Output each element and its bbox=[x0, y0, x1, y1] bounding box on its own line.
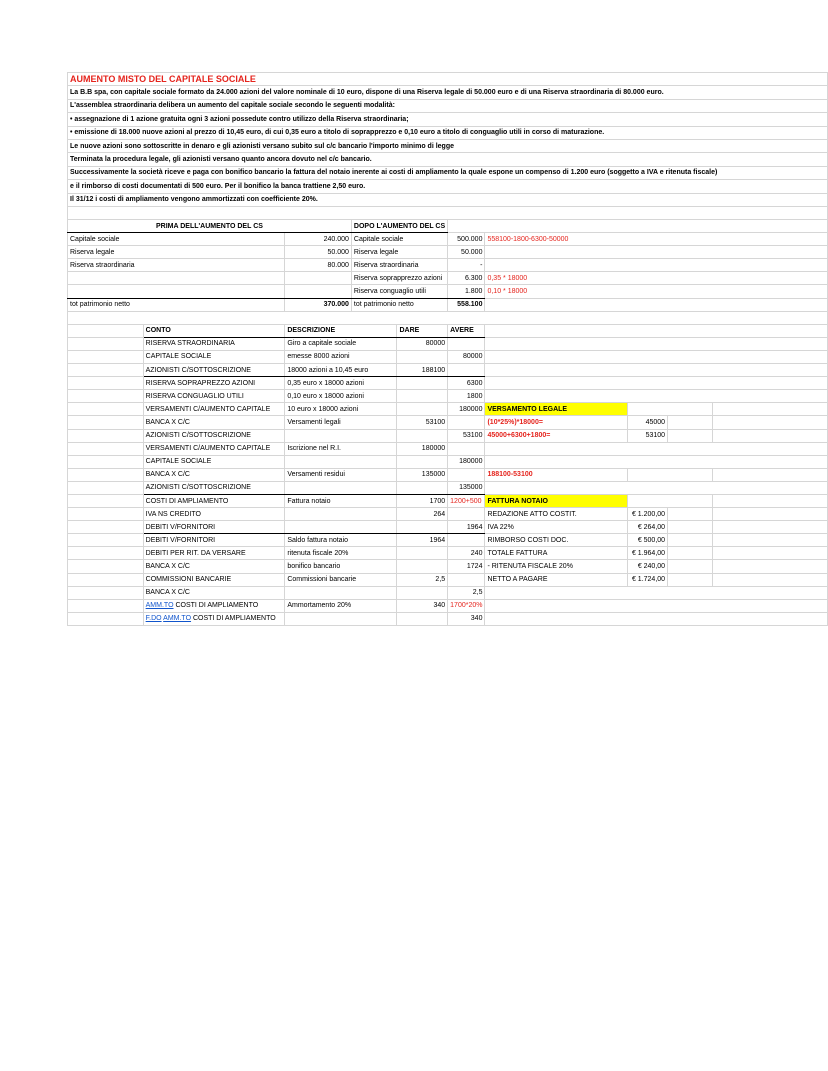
side-cell[interactable]: 45000 bbox=[628, 416, 668, 429]
conto-text: RISERVA CONGUAGLIO UTILI bbox=[145, 392, 244, 400]
conto-text: CAPITALE SOCIALE bbox=[145, 458, 212, 466]
avere-cell[interactable] bbox=[448, 455, 485, 468]
journal-row bbox=[68, 573, 828, 586]
before-value[interactable] bbox=[285, 272, 352, 285]
total-after-value[interactable]: 558.100 bbox=[448, 298, 485, 311]
before-value[interactable] bbox=[285, 285, 352, 298]
journal-row bbox=[68, 508, 828, 521]
avere-value: 1800 bbox=[466, 392, 483, 400]
journal-row bbox=[68, 560, 828, 573]
conto-text: AZIONISTI C/SOTTOSCRIZIONE bbox=[145, 484, 251, 492]
journal-row bbox=[68, 547, 828, 560]
conto-text: VERSAMENTI C/AUMENTO CAPITALE bbox=[145, 405, 271, 413]
empty-cell[interactable] bbox=[668, 560, 713, 573]
conto-text: RISERVA STRAORDINARIA bbox=[145, 340, 235, 348]
empty-cell[interactable] bbox=[713, 429, 828, 442]
conto-text: COMMISSIONI BANCARIE bbox=[145, 576, 232, 584]
avere-cell[interactable] bbox=[448, 429, 485, 442]
fattura-label[interactable]: TOTALE FATTURA bbox=[485, 547, 628, 560]
avere-cell[interactable] bbox=[448, 494, 485, 507]
empty-cell[interactable] bbox=[68, 364, 144, 377]
empty-cell[interactable] bbox=[485, 350, 828, 363]
col-conto[interactable]: CONTO bbox=[143, 324, 285, 337]
conto-text: BANCA X C/C bbox=[145, 562, 190, 570]
avere-cell[interactable] bbox=[448, 337, 485, 350]
conto-cell[interactable] bbox=[143, 377, 285, 390]
dare-cell[interactable]: 2,5 bbox=[397, 573, 448, 586]
avere-cell[interactable] bbox=[448, 350, 485, 363]
journal-row bbox=[68, 468, 828, 481]
empty-cell[interactable] bbox=[68, 586, 144, 599]
descrizione-cell[interactable] bbox=[285, 429, 397, 442]
empty-cell[interactable] bbox=[485, 298, 828, 311]
balance-row bbox=[68, 272, 828, 285]
empty-cell[interactable] bbox=[68, 455, 144, 468]
conto-text: IVA NS CREDITO bbox=[145, 510, 202, 518]
balance-total-row bbox=[68, 298, 828, 311]
descrizione-cell[interactable]: Versamenti legali bbox=[285, 416, 397, 429]
empty-cell[interactable] bbox=[68, 416, 144, 429]
conto-cell[interactable] bbox=[143, 350, 285, 363]
avere-cell[interactable] bbox=[448, 599, 485, 612]
avere-cell[interactable] bbox=[448, 390, 485, 403]
empty-cell[interactable] bbox=[485, 390, 828, 403]
after-value[interactable]: 50.000 bbox=[448, 246, 485, 259]
journal-row bbox=[68, 442, 828, 455]
empty-cell[interactable] bbox=[448, 220, 828, 233]
descrizione-cell[interactable] bbox=[285, 481, 397, 494]
descrizione-cell[interactable]: Commissioni bancarie bbox=[285, 573, 397, 586]
descrizione-cell[interactable]: Fattura notaio bbox=[285, 494, 397, 507]
conto-text: BANCA X C/C bbox=[145, 589, 190, 597]
descrizione-cell[interactable]: bonifico bancario bbox=[285, 560, 397, 573]
conto-text: BANCA X C/C bbox=[145, 418, 190, 426]
conto-text: COSTI DI AMPLIAMENTO bbox=[191, 615, 276, 623]
dare-cell[interactable] bbox=[397, 560, 448, 573]
empty-cell[interactable] bbox=[713, 508, 828, 521]
conto-text: DEBITI PER RIT. DA VERSARE bbox=[145, 549, 246, 557]
after-value[interactable]: 6.300 bbox=[448, 272, 485, 285]
empty-cell[interactable] bbox=[68, 612, 144, 625]
avere-value: 240 bbox=[470, 549, 483, 557]
empty-cell[interactable] bbox=[713, 534, 828, 547]
conto-cell[interactable] bbox=[143, 416, 285, 429]
conto-cell[interactable] bbox=[143, 455, 285, 468]
journal-row bbox=[68, 390, 828, 403]
empty-cell[interactable] bbox=[668, 508, 713, 521]
journal-row bbox=[68, 612, 828, 625]
dare-cell[interactable]: 1700 bbox=[397, 494, 448, 507]
intro-line[interactable]: Successivamente la società riceve e paga con bonifico bancario la fattura del notaio inerente ai costi di ampliamento la quale espone un compenso di 1.200 euro (soggetto a IVA e ritenuta fiscale) bbox=[68, 166, 828, 179]
avere-cell[interactable] bbox=[448, 586, 485, 599]
intro-line[interactable]: Le nuove azioni sono sottoscritte in denaro e gli azionisti versano subito sul c/c bancario l'importo minimo di legge bbox=[68, 139, 828, 152]
side-cell[interactable]: 45000+6300+1800= bbox=[485, 429, 628, 442]
empty-cell[interactable] bbox=[713, 468, 828, 481]
col-descrizione[interactable]: DESCRIZIONE bbox=[285, 324, 397, 337]
empty-cell[interactable] bbox=[628, 403, 713, 416]
dare-cell[interactable] bbox=[397, 350, 448, 363]
conto-text: AZIONISTI C/SOTTOSCRIZIONE bbox=[145, 432, 251, 440]
col-dare[interactable]: DARE bbox=[397, 324, 448, 337]
avere-value: 53100 bbox=[463, 432, 483, 440]
empty-cell[interactable] bbox=[713, 573, 828, 586]
conto-cell[interactable] bbox=[143, 508, 285, 521]
empty-cell[interactable] bbox=[68, 560, 144, 573]
journal-row bbox=[68, 429, 828, 442]
formula-note: 1700*20% bbox=[450, 602, 483, 610]
empty-cell[interactable] bbox=[68, 521, 144, 534]
conto-text: COSTI DI AMPLIAMENTO bbox=[145, 497, 229, 505]
journal-row bbox=[68, 403, 828, 416]
after-label[interactable]: Riserva conguaglio utili bbox=[351, 285, 447, 298]
balance-header-after[interactable]: DOPO L'AUMENTO DEL CS bbox=[351, 220, 447, 233]
conto-cell[interactable] bbox=[143, 494, 285, 507]
avere-cell[interactable] bbox=[448, 364, 485, 377]
dare-cell[interactable] bbox=[397, 481, 448, 494]
conto-link[interactable]: AMM.TO bbox=[163, 615, 192, 623]
dare-cell[interactable]: 80000 bbox=[397, 337, 448, 350]
fattura-value[interactable]: € 1.724,00 bbox=[628, 573, 668, 586]
empty-cell[interactable] bbox=[68, 324, 144, 337]
empty-cell[interactable] bbox=[668, 573, 713, 586]
conto-cell[interactable] bbox=[143, 573, 285, 586]
col-avere[interactable]: AVERE bbox=[448, 324, 485, 337]
after-label[interactable]: Capitale sociale bbox=[351, 233, 447, 246]
balance-header-before[interactable]: PRIMA DELL'AUMENTO DEL CS bbox=[68, 220, 352, 233]
empty-cell[interactable] bbox=[485, 364, 828, 377]
conto-cell[interactable] bbox=[143, 403, 285, 416]
conto-cell[interactable] bbox=[143, 337, 285, 350]
before-label[interactable]: Riserva straordinaria bbox=[68, 259, 285, 272]
intro-line[interactable]: L'assemblea straordinaria delibera un aumento del capitale sociale secondo le seguenti modalità: bbox=[68, 99, 828, 112]
avere-cell[interactable] bbox=[448, 481, 485, 494]
empty-cell[interactable] bbox=[68, 547, 144, 560]
empty-cell[interactable] bbox=[68, 429, 144, 442]
conto-cell[interactable] bbox=[143, 442, 285, 455]
empty-cell[interactable] bbox=[668, 416, 713, 429]
empty-cell[interactable] bbox=[668, 429, 713, 442]
descrizione-cell[interactable]: Iscrizione nel R.I. bbox=[285, 442, 397, 455]
empty-cell[interactable] bbox=[68, 337, 144, 350]
avere-value: 1964 bbox=[466, 523, 483, 531]
avere-cell[interactable] bbox=[448, 416, 485, 429]
fattura-label[interactable]: IVA 22% bbox=[485, 521, 628, 534]
dare-cell[interactable] bbox=[397, 521, 448, 534]
empty-cell[interactable] bbox=[68, 468, 144, 481]
dare-cell[interactable]: 135000 bbox=[397, 468, 448, 481]
side-cell[interactable]: 53100 bbox=[628, 429, 668, 442]
avere-value: 6300 bbox=[466, 379, 483, 387]
empty-cell[interactable] bbox=[68, 390, 144, 403]
empty-cell[interactable] bbox=[668, 534, 713, 547]
conto-text: CAPITALE SOCIALE bbox=[145, 353, 212, 361]
journal-row bbox=[68, 586, 828, 599]
empty-row[interactable] bbox=[68, 206, 828, 219]
empty-cell[interactable] bbox=[668, 521, 713, 534]
before-label[interactable] bbox=[68, 272, 285, 285]
empty-cell[interactable] bbox=[68, 442, 144, 455]
empty-cell[interactable] bbox=[668, 547, 713, 560]
descrizione-cell[interactable]: Saldo fattura notaio bbox=[285, 534, 397, 547]
empty-cell[interactable] bbox=[68, 494, 144, 507]
dare-cell[interactable]: 188100 bbox=[397, 364, 448, 377]
avere-cell[interactable] bbox=[448, 403, 485, 416]
empty-cell[interactable] bbox=[713, 521, 828, 534]
dare-cell[interactable]: 53100 bbox=[397, 416, 448, 429]
conto-cell[interactable] bbox=[143, 429, 285, 442]
journal-row bbox=[68, 481, 828, 494]
descrizione-cell[interactable]: 18000 azioni a 10,45 euro bbox=[285, 364, 397, 377]
descrizione-cell[interactable]: 0,35 euro x 18000 azioni bbox=[285, 377, 397, 390]
fattura-value[interactable]: € 240,00 bbox=[628, 560, 668, 573]
fattura-label[interactable]: RIMBORSO COSTI DOC. bbox=[485, 534, 628, 547]
avere-value: 180000 bbox=[459, 405, 483, 413]
empty-cell[interactable] bbox=[68, 377, 144, 390]
dare-cell[interactable] bbox=[397, 547, 448, 560]
after-label[interactable]: Riserva straordinaria bbox=[351, 259, 447, 272]
before-label[interactable]: Capitale sociale bbox=[68, 233, 285, 246]
dare-cell[interactable] bbox=[397, 403, 448, 416]
conto-prefix-link[interactable]: F.DO bbox=[145, 615, 162, 623]
descrizione-cell[interactable] bbox=[285, 521, 397, 534]
empty-cell[interactable] bbox=[68, 534, 144, 547]
fattura-label[interactable]: REDAZIONE ATTO COSTIT. bbox=[485, 508, 628, 521]
document-title[interactable] bbox=[68, 73, 828, 86]
empty-cell[interactable] bbox=[68, 350, 144, 363]
before-label[interactable] bbox=[68, 285, 285, 298]
empty-cell[interactable] bbox=[628, 468, 713, 481]
conto-text: AZIONISTI C/SOTTOSCRIZIONE bbox=[145, 366, 251, 374]
fattura-value[interactable]: € 264,00 bbox=[628, 521, 668, 534]
conto-cell[interactable] bbox=[143, 612, 285, 625]
conto-cell[interactable] bbox=[143, 586, 285, 599]
dare-cell[interactable]: 1964 bbox=[397, 534, 448, 547]
dare-cell[interactable] bbox=[397, 586, 448, 599]
empty-cell[interactable] bbox=[713, 547, 828, 560]
after-note[interactable]: 558100-1800-6300-50000 bbox=[485, 233, 828, 246]
after-note[interactable]: 0,10 * 18000 bbox=[485, 285, 828, 298]
descrizione-cell[interactable]: ritenuta fiscale 20% bbox=[285, 547, 397, 560]
dare-cell[interactable] bbox=[397, 455, 448, 468]
journal-row bbox=[68, 350, 828, 363]
side-cell[interactable]: (10*25%)*18000= bbox=[485, 416, 628, 429]
empty-cell[interactable] bbox=[68, 573, 144, 586]
balance-row bbox=[68, 246, 828, 259]
empty-cell[interactable] bbox=[485, 481, 828, 494]
conto-text: RISERVA SOPRAPREZZO AZIONI bbox=[145, 379, 256, 387]
before-value[interactable]: 240.000 bbox=[285, 233, 352, 246]
empty-cell[interactable] bbox=[485, 442, 828, 455]
conto-text: BANCA X C/C bbox=[145, 471, 190, 479]
avere-cell[interactable] bbox=[448, 377, 485, 390]
conto-cell[interactable] bbox=[143, 599, 285, 612]
avere-cell[interactable] bbox=[448, 534, 485, 547]
total-before-value[interactable]: 370.000 bbox=[285, 298, 352, 311]
empty-row[interactable] bbox=[68, 311, 828, 324]
descrizione-cell[interactable]: Ammortamento 20% bbox=[285, 599, 397, 612]
descrizione-cell[interactable]: Versamenti residui bbox=[285, 468, 397, 481]
after-value[interactable]: 500.000 bbox=[448, 233, 485, 246]
conto-cell[interactable] bbox=[143, 364, 285, 377]
descrizione-cell[interactable] bbox=[285, 612, 397, 625]
empty-cell[interactable] bbox=[68, 403, 144, 416]
avere-cell[interactable] bbox=[448, 612, 485, 625]
intro-line[interactable]: Il 31/12 i costi di ampliamento vengono ammortizzati con coefficiente 20%. bbox=[68, 193, 828, 206]
dare-cell[interactable] bbox=[397, 612, 448, 625]
journal-row bbox=[68, 455, 828, 468]
avere-cell[interactable] bbox=[448, 442, 485, 455]
dare-cell[interactable] bbox=[397, 377, 448, 390]
journal-row bbox=[68, 337, 828, 350]
avere-cell[interactable] bbox=[448, 468, 485, 481]
side-cell[interactable]: FATTURA NOTAIO bbox=[485, 494, 628, 507]
fattura-label[interactable]: - RITENUTA FISCALE 20% bbox=[485, 560, 628, 573]
empty-cell[interactable] bbox=[485, 586, 828, 599]
empty-cell[interactable] bbox=[485, 612, 828, 625]
avere-cell[interactable] bbox=[448, 547, 485, 560]
journal-row bbox=[68, 416, 828, 429]
after-note[interactable] bbox=[485, 246, 828, 259]
after-note[interactable] bbox=[485, 259, 828, 272]
conto-cell[interactable] bbox=[143, 521, 285, 534]
empty-cell[interactable] bbox=[485, 599, 828, 612]
conto-cell[interactable] bbox=[143, 547, 285, 560]
conto-text: COSTI DI AMPLIAMENTO bbox=[173, 602, 259, 610]
intro-line[interactable]: Terminata la procedura legale, gli azionisti versano quanto ancora dovuto nel c/c bancario. bbox=[68, 153, 828, 166]
descrizione-cell[interactable] bbox=[285, 455, 397, 468]
empty-cell[interactable] bbox=[68, 599, 144, 612]
empty-cell[interactable] bbox=[713, 403, 828, 416]
empty-cell[interactable] bbox=[68, 481, 144, 494]
avere-value: 80000 bbox=[463, 353, 483, 361]
avere-value: 135000 bbox=[459, 484, 483, 492]
intro-line[interactable]: • assegnazione di 1 azione gratuita ogni 3 azioni possedute contro utilizzo della Riserva straordinaria; bbox=[68, 113, 828, 126]
dare-cell[interactable] bbox=[397, 429, 448, 442]
conto-cell[interactable] bbox=[143, 390, 285, 403]
journal-row bbox=[68, 494, 828, 507]
before-value[interactable]: 80.000 bbox=[285, 259, 352, 272]
dare-cell[interactable] bbox=[397, 390, 448, 403]
total-after-label[interactable]: tot patrimonio netto bbox=[351, 298, 447, 311]
empty-cell[interactable] bbox=[485, 455, 828, 468]
balance-row bbox=[68, 285, 828, 298]
empty-cell[interactable] bbox=[628, 494, 713, 507]
avere-value: 340 bbox=[470, 615, 483, 623]
fattura-value[interactable]: € 1.964,00 bbox=[628, 547, 668, 560]
conto-cell[interactable] bbox=[143, 481, 285, 494]
conto-cell[interactable] bbox=[143, 468, 285, 481]
empty-cell[interactable] bbox=[713, 416, 828, 429]
avere-cell[interactable] bbox=[448, 508, 485, 521]
avere-value: 1724 bbox=[466, 562, 483, 570]
intro-line[interactable]: La B.B spa, con capitale sociale formato da 24.000 azioni del valore nominale di 10 euro, dispone di una Riserva legale di 50.000 euro e di una Riserva straordinaria di 80.000 euro. bbox=[68, 86, 828, 99]
journal-header bbox=[68, 324, 828, 337]
dare-cell[interactable]: 180000 bbox=[397, 442, 448, 455]
journal-row bbox=[68, 599, 828, 612]
balance-row bbox=[68, 233, 828, 246]
dare-cell[interactable]: 340 bbox=[397, 599, 448, 612]
fattura-value[interactable]: € 1.200,00 bbox=[628, 508, 668, 521]
after-value[interactable]: 1.800 bbox=[448, 285, 485, 298]
balance-row bbox=[68, 259, 828, 272]
descrizione-cell[interactable] bbox=[285, 586, 397, 599]
empty-cell[interactable] bbox=[485, 337, 828, 350]
empty-cell[interactable] bbox=[485, 324, 828, 337]
avere-value: 2,5 bbox=[472, 589, 483, 597]
empty-cell[interactable] bbox=[713, 560, 828, 573]
conto-link[interactable]: AMM.TO bbox=[145, 602, 174, 610]
conto-cell[interactable] bbox=[143, 534, 285, 547]
conto-text: VERSAMENTI C/AUMENTO CAPITALE bbox=[145, 445, 271, 453]
conto-text: DEBITI V/FORNITORI bbox=[145, 536, 216, 544]
formula-note: 1200+500 bbox=[450, 497, 482, 505]
empty-cell[interactable] bbox=[68, 508, 144, 521]
journal-row bbox=[68, 364, 828, 377]
avere-cell[interactable] bbox=[448, 521, 485, 534]
after-value[interactable]: - bbox=[448, 259, 485, 272]
journal-row bbox=[68, 534, 828, 547]
before-label[interactable]: Riserva legale bbox=[68, 246, 285, 259]
fattura-label[interactable]: NETTO A PAGARE bbox=[485, 573, 628, 586]
avere-cell[interactable] bbox=[448, 573, 485, 586]
spreadsheet-grid bbox=[67, 72, 828, 626]
before-value[interactable]: 50.000 bbox=[285, 246, 352, 259]
descrizione-cell[interactable]: 10 euro x 18000 azioni bbox=[285, 403, 397, 416]
descrizione-cell[interactable]: emesse 8000 azioni bbox=[285, 350, 397, 363]
empty-cell[interactable] bbox=[485, 377, 828, 390]
empty-cell[interactable] bbox=[713, 494, 828, 507]
intro-line[interactable]: e il rimborso di costi documentati di 500 euro. Per il bonifico la banca trattiene 2,50 euro. bbox=[68, 180, 828, 193]
avere-value: 180000 bbox=[459, 458, 483, 466]
fattura-value[interactable]: € 500,00 bbox=[628, 534, 668, 547]
avere-cell[interactable] bbox=[448, 560, 485, 573]
title-text: AUMENTO MISTO DEL CAPITALE SOCIALE bbox=[70, 73, 256, 84]
side-cell[interactable]: VERSAMENTO LEGALE bbox=[485, 403, 628, 416]
journal-row bbox=[68, 521, 828, 534]
descrizione-cell[interactable]: 0,10 euro x 18000 azioni bbox=[285, 390, 397, 403]
after-note[interactable]: 0,35 * 18000 bbox=[485, 272, 828, 285]
intro-line[interactable]: • emissione di 18.000 nuove azioni al prezzo di 10,45 euro, di cui 0,35 euro a titolo di soprapprezzo e 0,10 euro a titolo di conguaglio utili in corso di maturazione. bbox=[68, 126, 828, 139]
conto-cell[interactable] bbox=[143, 560, 285, 573]
descrizione-cell[interactable]: Giro a capitale sociale bbox=[285, 337, 397, 350]
dare-cell[interactable]: 264 bbox=[397, 508, 448, 521]
after-label[interactable]: Riserva soprapprezzo azioni bbox=[351, 272, 447, 285]
journal-row bbox=[68, 377, 828, 390]
conto-text: DEBITI V/FORNITORI bbox=[145, 523, 216, 531]
total-before-label[interactable]: tot patrimonio netto bbox=[68, 298, 285, 311]
after-label[interactable]: Riserva legale bbox=[351, 246, 447, 259]
descrizione-cell[interactable] bbox=[285, 508, 397, 521]
side-cell[interactable]: 188100-53100 bbox=[485, 468, 628, 481]
